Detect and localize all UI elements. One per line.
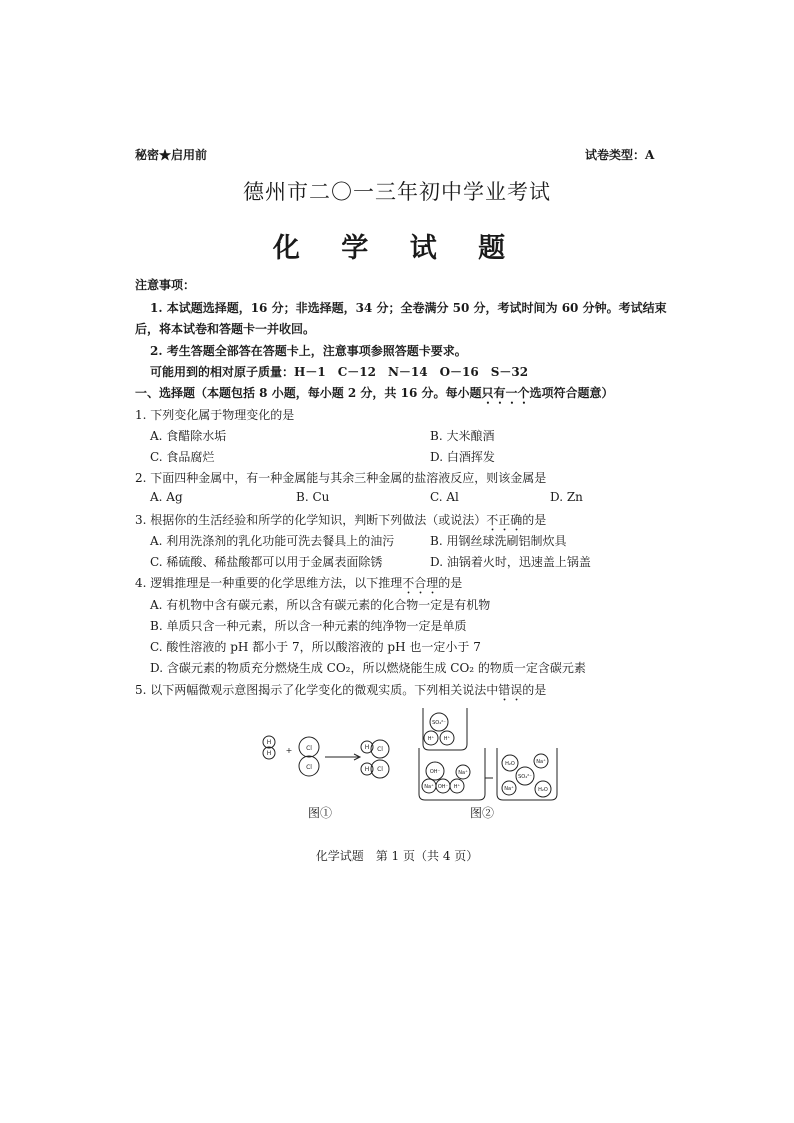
q2-option-c: C. Al — [430, 490, 459, 504]
fig2-oh-ion: OH⁻ — [437, 784, 449, 790]
figure-1-diagram — [255, 725, 405, 805]
q2-option-a: A. Ag — [150, 490, 183, 504]
q3-option-b: B. 用钢丝球洗刷铝制炊具 — [430, 534, 567, 548]
fig1-cl-atom: Cl — [306, 745, 312, 752]
fig2-na-ion: Na⁺ — [536, 759, 546, 765]
fig1-h-atom: H — [266, 739, 272, 746]
q4-option-c: C. 酸性溶液的 pH 都小于 7，所以酸溶液的 pH 也一定小于 7 — [150, 640, 481, 654]
fig2-h2o-molecule: H₂O — [538, 787, 548, 793]
fig1-cl-atom: Cl — [306, 764, 312, 771]
q4-option-b: B. 单质只含一种元素，所以含一种元素的纯净物一定是单质 — [150, 619, 467, 633]
fig2-h2o-molecule: H₂O — [505, 761, 515, 767]
q3-stem: 3. 根据你的生活经验和所学的化学知识，判断下列做法（或说法）不正确的是 — [135, 513, 547, 527]
fig2-so4-ion: SO₄²⁻ — [432, 720, 446, 726]
notes-item-1-cont: 后，将本试卷和答题卡一并收回。 — [135, 322, 316, 336]
notes-item-1: 1. 本试题选择题，16 分；非选择题，34 分；全卷满分 50 分，考试时间为 60 分钟。考试结束 — [150, 301, 667, 315]
atomic-masses: 可能用到的相对原子质量：H－1 C－12 N－14 O－16 S－32 — [150, 365, 529, 379]
fig1-cl-atom: Cl — [377, 766, 383, 773]
q1-option-a: A. 食醋除水垢 — [150, 429, 227, 443]
q3-option-d: D. 油锅着火时，迅速盖上锅盖 — [430, 555, 591, 569]
notes-heading: 注意事项： — [135, 278, 196, 292]
q3-option-a: A. 利用洗涤剂的乳化功能可洗去餐具上的油污 — [150, 534, 395, 548]
notes-item-2: 2. 考生答题全部答在答题卡上，注意事项参照答题卡要求。 — [150, 344, 467, 358]
exam-title: 德州市二〇一三年初中学业考试 — [243, 180, 551, 204]
q2-option-d: D. Zn — [550, 490, 583, 504]
q4-option-a: A. 有机物中含有碳元素，所以含有碳元素的化合物一定是有机物 — [150, 598, 491, 612]
fig2-so4-ion: SO₄²⁻ — [518, 774, 532, 780]
fig1-h-atom: H — [266, 750, 272, 757]
fig1-cl-atom: Cl — [377, 746, 383, 753]
fig2-h-ion: H⁺ — [453, 784, 461, 790]
fig2-na-ion: Na⁺ — [504, 786, 514, 792]
fig1-h-atom: H — [364, 744, 370, 751]
fig2-h-ion: H⁺ — [427, 736, 435, 742]
fig2-na-ion: Na⁺ — [458, 770, 468, 776]
subject-title: 化 学 试 题 — [272, 233, 522, 264]
secret-label: 秘密★启用前 — [135, 148, 208, 162]
q4-option-d: D. 含碳元素的物质充分燃烧生成 CO₂，所以燃烧能生成 CO₂ 的物质一定含碳元素 — [150, 661, 586, 675]
fig2-oh-ion: OH⁻ — [429, 769, 441, 775]
q1-option-d: D. 白酒挥发 — [430, 450, 495, 464]
q2-stem: 2. 下面四种金属中，有一种金属能与其余三种金属的盐溶液反应，则该金属是 — [135, 471, 547, 485]
q4-stem: 4. 逻辑推理是一种重要的化学思维方法，以下推理不合理的是 — [135, 576, 463, 590]
figure-2-caption: 图② — [470, 806, 495, 820]
q1-option-b: B. 大米酿酒 — [430, 429, 495, 443]
fig1-h-atom: H — [364, 766, 370, 773]
figure-1-caption: 图① — [308, 806, 333, 820]
page-footer: 化学试题 第 1 页（共 4 页） — [315, 849, 479, 863]
fig2-h-ion: H⁺ — [443, 736, 451, 742]
fig2-na-ion: Na⁺ — [424, 784, 434, 790]
q1-stem: 1. 下列变化属于物理变化的是 — [135, 408, 295, 422]
q3-option-c: C. 稀硫酸、稀盐酸都可以用于金属表面除锈 — [150, 555, 383, 569]
q2-option-b: B. Cu — [296, 490, 330, 504]
figure-2-diagram — [415, 704, 565, 804]
fig1-plus: + — [285, 746, 293, 755]
paper-type-label: 试卷类型：A — [585, 148, 655, 162]
q5-stem: 5. 以下两幅微观示意图揭示了化学变化的微观实质。下列相关说法中错误的是 — [135, 683, 547, 697]
section-heading: 一、选择题（本题包括 8 小题，每小题 2 分，共 16 分。每小题只有一个选项符合题意） — [135, 386, 614, 400]
q1-option-c: C. 食品腐烂 — [150, 450, 215, 464]
